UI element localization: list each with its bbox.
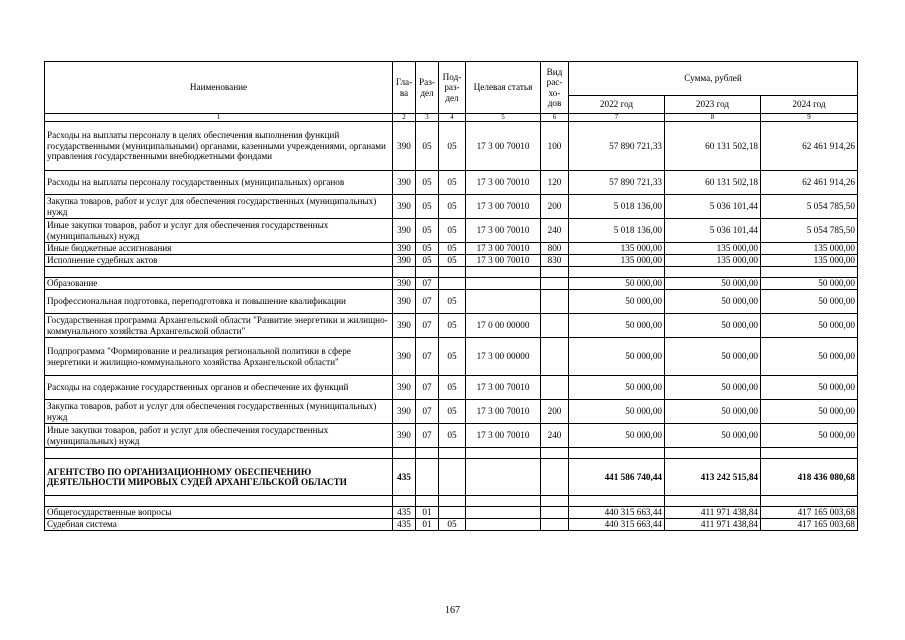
row-2023: 5 036 101,44 bbox=[665, 219, 761, 243]
row-name: Закупка товаров, работ и услуг для обеспечения государственных (муниципальных) нужд bbox=[45, 400, 393, 424]
table-row bbox=[45, 171, 858, 195]
row-2024: 418 436 080,68 bbox=[761, 459, 858, 496]
row-2024: 5 054 785,50 bbox=[761, 219, 858, 243]
row-2023: 50 000,00 bbox=[665, 376, 761, 400]
row-2022: 440 315 663,44 bbox=[569, 519, 665, 531]
row-razdel: 07 bbox=[416, 314, 439, 338]
index-cell: 1 bbox=[45, 114, 393, 122]
row-2024: 417 165 003,68 bbox=[761, 507, 858, 519]
table-row bbox=[45, 243, 858, 255]
row-2022: 441 586 740,44 bbox=[569, 459, 665, 496]
row-podrazdel: 05 bbox=[439, 376, 466, 400]
table-row bbox=[45, 519, 858, 531]
row-name: Иные закупки товаров, работ и услуг для обеспечения государственных (муниципальных) нужд bbox=[45, 424, 393, 448]
row-razdel: 05 bbox=[416, 255, 439, 267]
row-2023: 50 000,00 bbox=[665, 424, 761, 448]
row-2023: 60 131 502,18 bbox=[665, 171, 761, 195]
row-glava: 390 bbox=[393, 243, 416, 255]
row-razdel: 01 bbox=[416, 519, 439, 531]
spacer-row bbox=[45, 448, 858, 459]
table-row bbox=[45, 219, 858, 243]
table-row bbox=[45, 255, 858, 267]
row-podrazdel bbox=[439, 507, 466, 519]
row-razdel: 05 bbox=[416, 122, 439, 171]
row-2022: 50 000,00 bbox=[569, 278, 665, 290]
row-2022: 5 018 136,00 bbox=[569, 219, 665, 243]
row-2024: 50 000,00 bbox=[761, 278, 858, 290]
row-name: Образование bbox=[45, 278, 393, 290]
table-row bbox=[45, 314, 858, 338]
row-razdel: 07 bbox=[416, 290, 439, 314]
index-cell: 6 bbox=[541, 114, 569, 122]
table-row bbox=[45, 278, 858, 290]
row-vid: 100 bbox=[541, 122, 569, 171]
col-name-header: Наименование bbox=[45, 62, 393, 114]
row-vid bbox=[541, 290, 569, 314]
row-name: Исполнение судебных актов bbox=[45, 255, 393, 267]
row-glava: 435 bbox=[393, 507, 416, 519]
row-2024: 50 000,00 bbox=[761, 400, 858, 424]
row-glava: 390 bbox=[393, 376, 416, 400]
row-podrazdel: 05 bbox=[439, 255, 466, 267]
col-2024-header: 2024 год bbox=[761, 96, 858, 114]
budget-table bbox=[44, 61, 858, 531]
row-podrazdel bbox=[439, 278, 466, 290]
row-2023: 50 000,00 bbox=[665, 400, 761, 424]
row-name: Судебная система bbox=[45, 519, 393, 531]
row-vid: 200 bbox=[541, 195, 569, 219]
row-2022: 135 000,00 bbox=[569, 255, 665, 267]
row-razdel: 07 bbox=[416, 400, 439, 424]
row-vid bbox=[541, 338, 569, 376]
row-2024: 62 461 914,26 bbox=[761, 122, 858, 171]
row-razdel: 05 bbox=[416, 219, 439, 243]
col-sum-header: Сумма, рублей bbox=[569, 62, 858, 96]
row-2022: 50 000,00 bbox=[569, 400, 665, 424]
row-2023: 50 000,00 bbox=[665, 338, 761, 376]
row-podrazdel: 05 bbox=[439, 171, 466, 195]
row-vid bbox=[541, 459, 569, 496]
row-2023: 135 000,00 bbox=[665, 255, 761, 267]
row-2024: 62 461 914,26 bbox=[761, 171, 858, 195]
row-glava: 390 bbox=[393, 400, 416, 424]
row-2024: 50 000,00 bbox=[761, 424, 858, 448]
row-2024: 135 000,00 bbox=[761, 255, 858, 267]
row-razdel: 01 bbox=[416, 507, 439, 519]
row-podrazdel: 05 bbox=[439, 400, 466, 424]
row-2022: 57 890 721,33 bbox=[569, 171, 665, 195]
row-razdel: 07 bbox=[416, 338, 439, 376]
row-2023: 50 000,00 bbox=[665, 278, 761, 290]
row-podrazdel: 05 bbox=[439, 219, 466, 243]
row-target: 17 3 00 70010 bbox=[466, 400, 541, 424]
row-glava: 390 bbox=[393, 424, 416, 448]
row-podrazdel: 05 bbox=[439, 338, 466, 376]
row-2023: 50 000,00 bbox=[665, 290, 761, 314]
row-target bbox=[466, 278, 541, 290]
index-cell: 5 bbox=[466, 114, 541, 122]
table-row bbox=[45, 195, 858, 219]
row-glava: 390 bbox=[393, 122, 416, 171]
agency-total-row bbox=[45, 459, 858, 496]
row-vid: 240 bbox=[541, 219, 569, 243]
row-glava: 390 bbox=[393, 314, 416, 338]
row-2024: 50 000,00 bbox=[761, 290, 858, 314]
table-row bbox=[45, 507, 858, 519]
row-name: Подпрограмма "Формирование и реализация региональной политики в сфере энергетики и жилищно-коммунального хозяйства Архангельской области" bbox=[45, 338, 393, 376]
row-target bbox=[466, 459, 541, 496]
row-2023: 60 131 502,18 bbox=[665, 122, 761, 171]
row-razdel: 07 bbox=[416, 424, 439, 448]
row-2023: 411 971 438,84 bbox=[665, 507, 761, 519]
row-target: 17 3 00 70010 bbox=[466, 219, 541, 243]
row-vid: 240 bbox=[541, 424, 569, 448]
index-cell: 3 bbox=[416, 114, 439, 122]
row-2022: 57 890 721,33 bbox=[569, 122, 665, 171]
row-name: Общегосударственные вопросы bbox=[45, 507, 393, 519]
row-2024: 135 000,00 bbox=[761, 243, 858, 255]
row-podrazdel: 05 bbox=[439, 195, 466, 219]
col-target-header: Целевая статья bbox=[466, 62, 541, 114]
row-vid bbox=[541, 376, 569, 400]
row-target: 17 3 00 70010 bbox=[466, 195, 541, 219]
spacer-row bbox=[45, 496, 858, 507]
row-vid bbox=[541, 278, 569, 290]
row-2024: 417 165 003,68 bbox=[761, 519, 858, 531]
row-glava: 390 bbox=[393, 290, 416, 314]
row-target: 17 0 00 00000 bbox=[466, 314, 541, 338]
row-podrazdel: 05 bbox=[439, 424, 466, 448]
row-2023: 411 971 438,84 bbox=[665, 519, 761, 531]
row-name: Расходы на выплаты персоналу в целях обеспечения выполнения функций государственными (муниципальными) органами, казенными учреждениями, органами управления государственными внебюджетными фондами bbox=[45, 122, 393, 171]
col-2022-header: 2022 год bbox=[569, 96, 665, 114]
row-name: Закупка товаров, работ и услуг для обеспечения государственных (муниципальных) нужд bbox=[45, 195, 393, 219]
row-2024: 50 000,00 bbox=[761, 314, 858, 338]
row-vid bbox=[541, 314, 569, 338]
table-row bbox=[45, 400, 858, 424]
page-number: 167 bbox=[445, 605, 460, 616]
row-name: Иные бюджетные ассигнования bbox=[45, 243, 393, 255]
col-razdel-header: Раз-дел bbox=[416, 62, 439, 114]
row-target bbox=[466, 507, 541, 519]
table-row bbox=[45, 122, 858, 171]
index-cell: 9 bbox=[761, 114, 858, 122]
index-cell: 4 bbox=[439, 114, 466, 122]
row-target: 17 3 00 70010 bbox=[466, 376, 541, 400]
row-glava: 435 bbox=[393, 519, 416, 531]
row-podrazdel: 05 bbox=[439, 122, 466, 171]
row-target: 17 3 00 70010 bbox=[466, 171, 541, 195]
row-target bbox=[466, 290, 541, 314]
row-target: 17 3 00 70010 bbox=[466, 424, 541, 448]
row-razdel: 05 bbox=[416, 243, 439, 255]
row-name: Профессиональная подготовка, переподготовка и повышение квалификации bbox=[45, 290, 393, 314]
header-row bbox=[45, 62, 858, 96]
row-name: Государственная программа Архангельской области "Развитие энергетики и жилищно-коммунального хозяйства Архангельской области" bbox=[45, 314, 393, 338]
row-name: Расходы на содержание государственных органов и обеспечение их функций bbox=[45, 376, 393, 400]
col-vid-header: Вид рас-хо-дов bbox=[541, 62, 569, 114]
row-glava: 390 bbox=[393, 195, 416, 219]
row-2023: 135 000,00 bbox=[665, 243, 761, 255]
table-row bbox=[45, 338, 858, 376]
row-2023: 413 242 515,84 bbox=[665, 459, 761, 496]
row-2022: 440 315 663,44 bbox=[569, 507, 665, 519]
row-2024: 50 000,00 bbox=[761, 338, 858, 376]
row-vid: 200 bbox=[541, 400, 569, 424]
row-name: АГЕНТСТВО ПО ОРГАНИЗАЦИОННОМУ ОБЕСПЕЧЕНИЮ ДЕЯТЕЛЬНОСТИ МИРОВЫХ СУДЕЙ АРХАНГЕЛЬСКОЙ ОБЛАСТИ bbox=[45, 459, 393, 496]
table-row bbox=[45, 290, 858, 314]
row-razdel: 05 bbox=[416, 195, 439, 219]
col-2023-header: 2023 год bbox=[665, 96, 761, 114]
index-cell: 8 bbox=[665, 114, 761, 122]
row-glava: 390 bbox=[393, 255, 416, 267]
row-podrazdel: 05 bbox=[439, 519, 466, 531]
row-glava: 390 bbox=[393, 278, 416, 290]
row-2022: 50 000,00 bbox=[569, 338, 665, 376]
row-podrazdel bbox=[439, 459, 466, 496]
row-glava: 390 bbox=[393, 338, 416, 376]
row-2023: 50 000,00 bbox=[665, 314, 761, 338]
row-razdel bbox=[416, 459, 439, 496]
index-cell: 2 bbox=[393, 114, 416, 122]
row-vid: 830 bbox=[541, 255, 569, 267]
row-2023: 5 036 101,44 bbox=[665, 195, 761, 219]
row-name: Расходы на выплаты персоналу государственных (муниципальных) органов bbox=[45, 171, 393, 195]
index-cell: 7 bbox=[569, 114, 665, 122]
col-podrazdel-header: Под-раз-дел bbox=[439, 62, 466, 114]
row-vid bbox=[541, 519, 569, 531]
row-target bbox=[466, 519, 541, 531]
row-razdel: 05 bbox=[416, 171, 439, 195]
row-target: 17 3 00 70010 bbox=[466, 122, 541, 171]
row-podrazdel: 05 bbox=[439, 243, 466, 255]
row-2022: 135 000,00 bbox=[569, 243, 665, 255]
row-vid: 800 bbox=[541, 243, 569, 255]
row-2024: 50 000,00 bbox=[761, 376, 858, 400]
row-2024: 5 054 785,50 bbox=[761, 195, 858, 219]
column-index-row bbox=[45, 114, 858, 122]
row-razdel: 07 bbox=[416, 376, 439, 400]
row-glava: 435 bbox=[393, 459, 416, 496]
row-vid: 120 bbox=[541, 171, 569, 195]
row-vid bbox=[541, 507, 569, 519]
row-2022: 50 000,00 bbox=[569, 424, 665, 448]
table-row bbox=[45, 376, 858, 400]
row-2022: 5 018 136,00 bbox=[569, 195, 665, 219]
row-2022: 50 000,00 bbox=[569, 376, 665, 400]
row-razdel: 07 bbox=[416, 278, 439, 290]
row-glava: 390 bbox=[393, 219, 416, 243]
col-glava-header: Гла-ва bbox=[393, 62, 416, 114]
table-row bbox=[45, 424, 858, 448]
row-target: 17 3 00 70010 bbox=[466, 243, 541, 255]
row-target: 17 3 00 00000 bbox=[466, 338, 541, 376]
row-2022: 50 000,00 bbox=[569, 290, 665, 314]
row-podrazdel: 05 bbox=[439, 290, 466, 314]
row-name: Иные закупки товаров, работ и услуг для обеспечения государственных (муниципальных) нужд bbox=[45, 219, 393, 243]
row-target: 17 3 00 70010 bbox=[466, 255, 541, 267]
row-podrazdel: 05 bbox=[439, 314, 466, 338]
row-glava: 390 bbox=[393, 171, 416, 195]
spacer-row bbox=[45, 267, 858, 278]
row-2022: 50 000,00 bbox=[569, 314, 665, 338]
